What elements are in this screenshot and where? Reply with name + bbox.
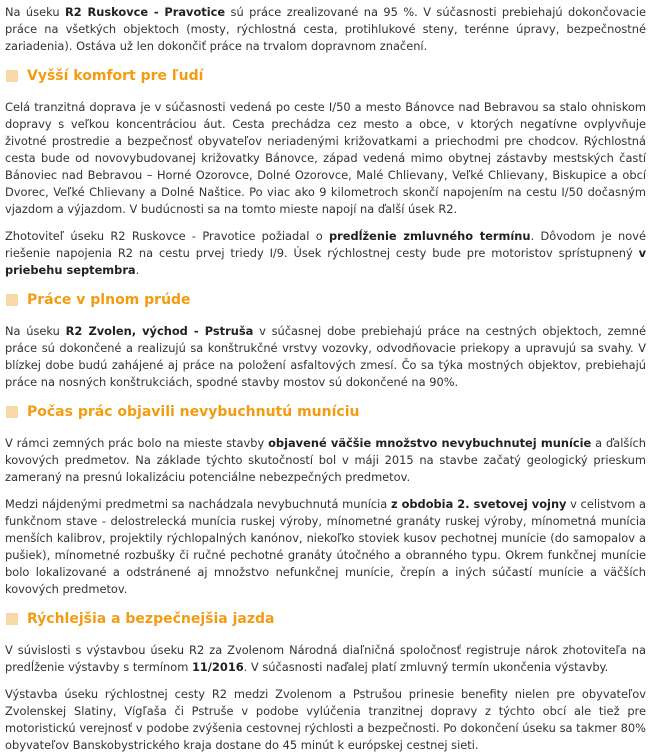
bullet-square-icon bbox=[6, 406, 18, 418]
paragraph: Výstavba úseku rýchlostnej cesty R2 medzi Zvolenom a Pstrušou prinesie benefity nielen pre obyvateľov Zvolenskej Slatiny, Vígľaša či Pstruše v podobe vylúčenia tranzitnej dopravy z týchto obcí ale tiež pre motoristickú verejnosť v podobe zvýšenia cestovnej rýchlosti a bezpečnosti. Po dokončení úseku sa takmer 80% obyvateľov Banskobystrického kraja dostane do 45 minút k európskej cestnej sieti. bbox=[5, 687, 646, 752]
text-span: Na úseku bbox=[5, 324, 66, 338]
section-works bbox=[5, 289, 646, 391]
paragraph bbox=[5, 323, 646, 391]
heading-text: Počas prác objavili nevybuchnutú muníciu bbox=[27, 404, 360, 420]
section-comfort bbox=[5, 65, 646, 279]
bold-text: z obdobia 2. svetovej vojny bbox=[390, 497, 567, 511]
section-heading bbox=[5, 65, 646, 87]
text-span: a ďalších kovových predmetov. Na základe týchto skutočností bol v máji 2015 na stavbe začatý geologický prieskum zameraný na presnú lokalizáciu potenciálne nebezpečných predmetov. bbox=[5, 436, 647, 484]
text-span: V súvislosti s výstavbou úseku R2 za Zvolenom Národná diaľničná spoločnosť registruje nárok zhotoviteľa na predĺženie výstavby s termínom bbox=[5, 643, 646, 674]
text-span: . V súčasnosti naďalej platí zmluvný termín ukončenia výstavby. bbox=[243, 660, 609, 674]
heading-text: Rýchlejšia a bezpečnejšia jazda bbox=[27, 611, 275, 627]
bullet-square-icon bbox=[6, 613, 18, 625]
paragraph bbox=[5, 642, 646, 676]
text-span: v súčasnej dobe prebiehajú práce na cestných objektoch, zemné práce sú dokončené a realizujú sa konštrukčné vrstvy vozovky, odvodňovacie priekopy a upravujú sa svahy. V blízkej dobe budú zahájené aj práce na položení asfaltových zmesí. Čo sa týka mostných objektov, prebiehajú práce na nosných konštrukciách, spodné stavby mostov sú dokončené na 90%. bbox=[5, 324, 646, 389]
bullet-square-icon bbox=[6, 70, 18, 82]
paragraph bbox=[5, 496, 646, 598]
heading-text: Vyšší komfort pre ľudí bbox=[27, 68, 204, 84]
heading-text: Práce v plnom prúde bbox=[27, 292, 191, 308]
bold-text: R2 Zvolen, východ - Pstruša bbox=[65, 324, 254, 338]
bold-text: objavené väčšie množstvo nevybuchnutej munície bbox=[268, 436, 592, 450]
text-span: Medzi nájdenými predmetmi sa nachádzala nevybuchnutá munícia bbox=[5, 497, 391, 511]
section-heading bbox=[5, 401, 646, 423]
section-faster bbox=[5, 608, 646, 754]
text-span: . Dôvodom je nové riešenie napojenia R2 na cestu prvej triedy I/9. Úsek rýchlostnej cesty bude pre motoristov sprístupnený bbox=[5, 229, 646, 260]
article-content bbox=[0, 4, 651, 754]
text-span: Na úseku bbox=[5, 5, 65, 19]
section-heading bbox=[5, 608, 646, 630]
intro-paragraph bbox=[5, 4, 646, 55]
bold-text: v priebehu septembra bbox=[5, 246, 646, 277]
bold-text: 11/2016 bbox=[191, 660, 244, 674]
bold-text: R2 Ruskovce - Pravotice bbox=[64, 5, 226, 19]
paragraph bbox=[5, 228, 646, 279]
section-heading bbox=[5, 289, 646, 311]
text-span: sú práce zrealizované na 95 %. V súčasnosti prebiehajú dokončovacie práce na všetkých objektoch (mosty, rýchlostná cesta, protihlukové steny, terénne úpravy, bezpečnostné zariadenia). Ostáva už len dokončiť práce na trvalom dopravnom značení. bbox=[5, 5, 646, 53]
text-span: Zhotoviteľ úseku R2 Ruskovce - Pravotice požiadal o bbox=[5, 229, 329, 243]
text-span: V rámci zemných prác bolo na mieste stavby bbox=[5, 436, 269, 450]
section-munition bbox=[5, 401, 646, 598]
bold-text: predĺženie zmluvného termínu bbox=[329, 229, 531, 243]
paragraph bbox=[5, 435, 646, 486]
bullet-square-icon bbox=[6, 294, 18, 306]
text-span: v celistvom a funkčnom stave - delostrelecká munícia ruskej výroby, mínometné granáty ruskej výroby, mínometná munícia menších kalibrov, projektily rýchlopalných kanónov, niekoľko stoviek kusov pechotnej munície (do samopalov a pušiek), mínometné rozbušky či ručné pechotné granáty útočného a obranného typu. Okrem funkčnej munície bolo lokalizované a odstránené aj množstvo nefunkčnej munície, črepín a iných súčastí munície a väčších kovových predmetov. bbox=[5, 497, 647, 596]
text-span: . bbox=[135, 263, 140, 277]
paragraph: Celá tranzitná doprava je v súčasnosti vedená po ceste I/50 a mesto Bánovce nad Bebravou sa stalo ohniskom dopravy s veľkou koncentráciou áut. Cesta prechádza cez mesto a obce, v ktorých negatívne ovplyvňuje životné prostredie a bezpečnosť obyvateľov neriadenými križovatkami a priechodmi pre chodcov. Rýchlostná cesta bude od novovybudovanej križovatky Bánovce, západ vedená mimo obytnej zástavby mestských častí Bánoviec nad Bebravou – Horné Ozorovce, Dolné Ozorovce, Malé Chlievany, Veľké Chlievany, Biskupice a obcí Dvorec, Veľké Chlievany a Dolné Naštice. Po viac ako 9 kilometroch skončí napojením na cestu I/50 dočasným vjazdom a výjazdom. V budúcnosti sa na tomto mieste napojí na ďalší úsek R2. bbox=[5, 100, 646, 216]
